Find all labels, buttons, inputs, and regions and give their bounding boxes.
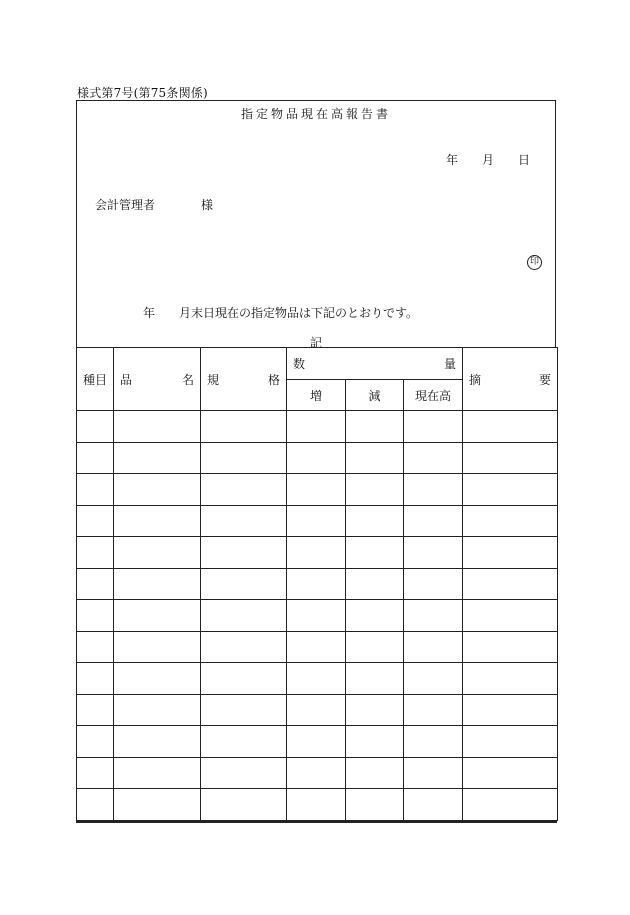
table-cell[interactable] bbox=[201, 789, 287, 821]
table-cell[interactable] bbox=[77, 631, 114, 663]
table-cell[interactable] bbox=[404, 505, 463, 537]
form-label: 様式第7号(第75条関係) bbox=[77, 86, 208, 100]
table-cell[interactable] bbox=[114, 442, 201, 474]
header-decrease: 減 bbox=[346, 380, 404, 411]
addressee: 会計管理者 bbox=[95, 198, 156, 212]
header-spec: 規 格 bbox=[201, 348, 287, 411]
table-cell[interactable] bbox=[404, 411, 463, 443]
page-title: 指定物品現在高報告書 bbox=[240, 107, 391, 121]
table-cell[interactable] bbox=[463, 411, 558, 443]
table-cell[interactable] bbox=[201, 663, 287, 695]
header-quantity: 数 量 bbox=[287, 348, 463, 380]
honorific: 様 bbox=[201, 198, 214, 212]
date-day-label: 日 bbox=[518, 153, 531, 167]
date-year-label: 年 bbox=[446, 153, 459, 167]
table-cell[interactable] bbox=[77, 411, 114, 443]
table-cell[interactable] bbox=[346, 600, 404, 632]
table-cell[interactable] bbox=[463, 631, 558, 663]
table-cell[interactable] bbox=[77, 789, 114, 821]
table-cell[interactable] bbox=[346, 411, 404, 443]
header-name: 品 名 bbox=[114, 348, 201, 411]
seal-mark: 印 bbox=[527, 255, 542, 270]
table-row bbox=[77, 663, 558, 695]
table-cell[interactable] bbox=[201, 442, 287, 474]
table-cell[interactable] bbox=[114, 568, 201, 600]
table-row bbox=[77, 789, 558, 821]
table-cell[interactable] bbox=[346, 757, 404, 789]
table-row bbox=[77, 694, 558, 726]
statement-year-label: 年 bbox=[143, 306, 156, 320]
table-row bbox=[77, 537, 558, 569]
table-cell[interactable] bbox=[463, 600, 558, 632]
table-cell[interactable] bbox=[463, 474, 558, 506]
statement-text: 月末日現在の指定物品は下記のとおりです。 bbox=[179, 306, 419, 320]
table-cell[interactable] bbox=[114, 757, 201, 789]
table-cell[interactable] bbox=[114, 789, 201, 821]
table-cell[interactable] bbox=[346, 789, 404, 821]
table-row bbox=[77, 411, 558, 443]
table-cell[interactable] bbox=[201, 568, 287, 600]
table-row bbox=[77, 505, 558, 537]
table-cell[interactable] bbox=[404, 663, 463, 695]
table-cell[interactable] bbox=[463, 537, 558, 569]
table-cell[interactable] bbox=[346, 442, 404, 474]
table-cell[interactable] bbox=[77, 694, 114, 726]
table-cell[interactable] bbox=[114, 474, 201, 506]
table-cell[interactable] bbox=[201, 474, 287, 506]
table-cell[interactable] bbox=[463, 726, 558, 758]
table-row bbox=[77, 726, 558, 758]
table-cell[interactable] bbox=[201, 726, 287, 758]
table-cell[interactable] bbox=[463, 505, 558, 537]
table-cell[interactable] bbox=[201, 411, 287, 443]
table-cell[interactable] bbox=[77, 600, 114, 632]
table-cell[interactable] bbox=[346, 568, 404, 600]
table-cell[interactable] bbox=[404, 600, 463, 632]
table-cell[interactable] bbox=[77, 442, 114, 474]
date-month-label: 月 bbox=[482, 153, 495, 167]
table-row bbox=[77, 600, 558, 632]
table-cell[interactable] bbox=[346, 631, 404, 663]
table-row bbox=[77, 442, 558, 474]
table-cell[interactable] bbox=[77, 505, 114, 537]
table-row bbox=[77, 568, 558, 600]
table-row bbox=[77, 757, 558, 789]
table-cell[interactable] bbox=[201, 537, 287, 569]
header-type: 種目 bbox=[77, 348, 114, 411]
table-cell[interactable] bbox=[287, 663, 346, 695]
bottom-rule bbox=[76, 820, 557, 823]
table-cell[interactable] bbox=[77, 537, 114, 569]
table-cell[interactable] bbox=[287, 474, 346, 506]
table-cell[interactable] bbox=[463, 694, 558, 726]
table-cell[interactable] bbox=[114, 694, 201, 726]
table-cell[interactable] bbox=[77, 474, 114, 506]
table-row bbox=[77, 631, 558, 663]
table-cell[interactable] bbox=[404, 757, 463, 789]
table-cell[interactable] bbox=[114, 505, 201, 537]
table-cell[interactable] bbox=[463, 568, 558, 600]
table-cell[interactable] bbox=[287, 442, 346, 474]
table-cell[interactable] bbox=[463, 663, 558, 695]
table-cell[interactable] bbox=[201, 505, 287, 537]
table-cell[interactable] bbox=[114, 631, 201, 663]
table-cell[interactable] bbox=[77, 663, 114, 695]
table-cell[interactable] bbox=[114, 726, 201, 758]
table-cell[interactable] bbox=[346, 537, 404, 569]
table-cell[interactable] bbox=[114, 600, 201, 632]
header-remarks: 摘 要 bbox=[463, 348, 558, 411]
table-cell[interactable] bbox=[114, 411, 201, 443]
table-cell[interactable] bbox=[77, 757, 114, 789]
table-cell[interactable] bbox=[287, 600, 346, 632]
table-cell[interactable] bbox=[287, 411, 346, 443]
table-cell[interactable] bbox=[404, 442, 463, 474]
table-cell[interactable] bbox=[463, 757, 558, 789]
table-cell[interactable] bbox=[201, 600, 287, 632]
table-cell[interactable] bbox=[404, 631, 463, 663]
table-cell[interactable] bbox=[404, 537, 463, 569]
report-frame bbox=[76, 100, 556, 348]
table-cell[interactable] bbox=[201, 694, 287, 726]
table-cell[interactable] bbox=[114, 663, 201, 695]
table-cell[interactable] bbox=[346, 694, 404, 726]
table-cell[interactable] bbox=[404, 568, 463, 600]
table-cell[interactable] bbox=[463, 442, 558, 474]
table-cell[interactable] bbox=[287, 789, 346, 821]
table-cell[interactable] bbox=[404, 726, 463, 758]
table-cell[interactable] bbox=[287, 568, 346, 600]
table-cell[interactable] bbox=[287, 505, 346, 537]
table-cell[interactable] bbox=[201, 631, 287, 663]
table-cell[interactable] bbox=[77, 726, 114, 758]
items-table bbox=[76, 347, 558, 821]
table-cell[interactable] bbox=[114, 537, 201, 569]
table-cell[interactable] bbox=[201, 757, 287, 789]
table-cell[interactable] bbox=[287, 694, 346, 726]
table-cell[interactable] bbox=[463, 789, 558, 821]
table-cell[interactable] bbox=[287, 726, 346, 758]
ki-label: 記 bbox=[309, 336, 322, 350]
header-current: 現在高 bbox=[404, 380, 463, 411]
table-cell[interactable] bbox=[404, 694, 463, 726]
table-cell[interactable] bbox=[287, 757, 346, 789]
header-increase: 増 bbox=[287, 380, 346, 411]
table-cell[interactable] bbox=[404, 474, 463, 506]
table-cell[interactable] bbox=[346, 726, 404, 758]
table-row bbox=[77, 474, 558, 506]
table-cell[interactable] bbox=[404, 789, 463, 821]
table-cell[interactable] bbox=[346, 505, 404, 537]
table-cell[interactable] bbox=[287, 631, 346, 663]
table-cell[interactable] bbox=[346, 474, 404, 506]
table-cell[interactable] bbox=[346, 663, 404, 695]
table-cell[interactable] bbox=[287, 537, 346, 569]
table-cell[interactable] bbox=[77, 568, 114, 600]
